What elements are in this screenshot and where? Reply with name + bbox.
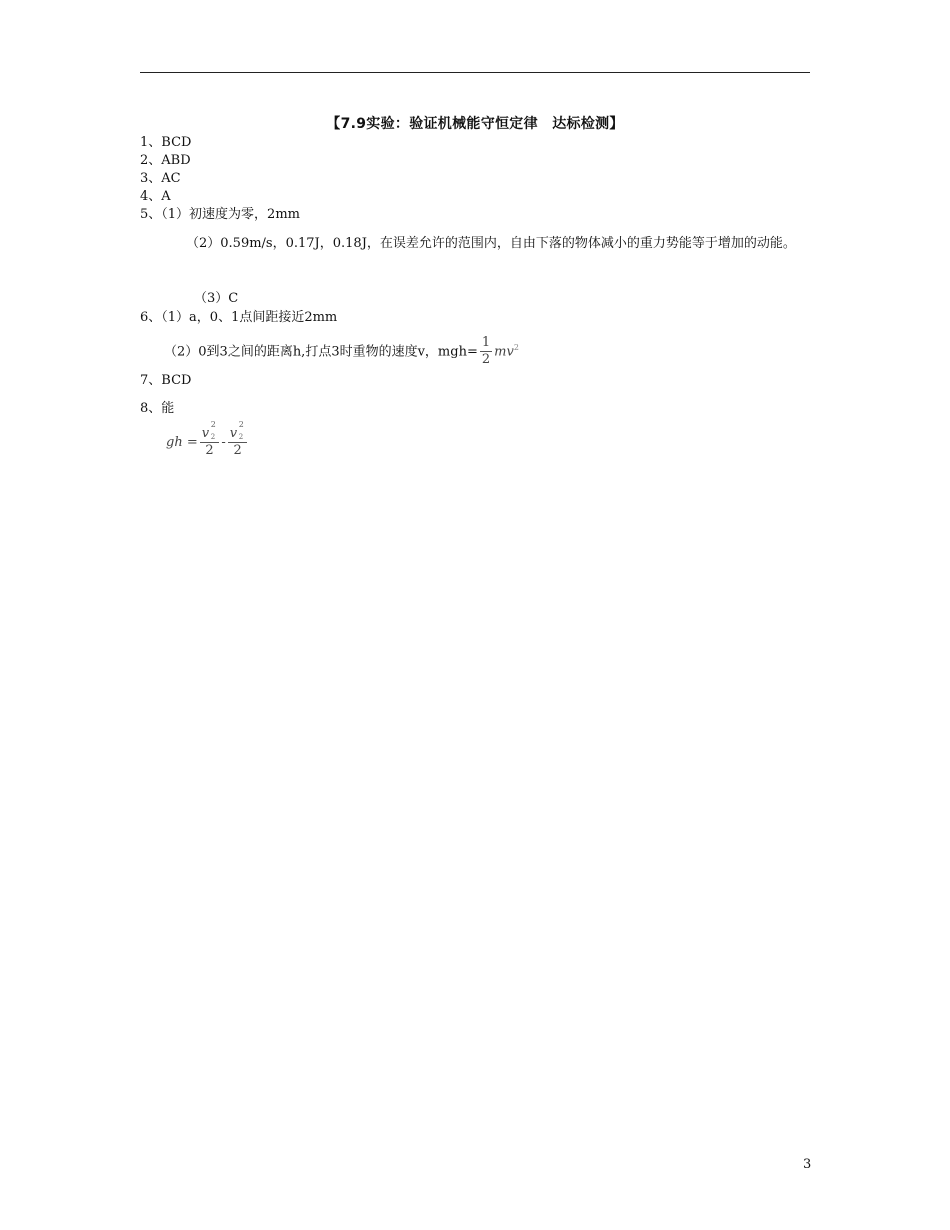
answer-5-part-2: （2）0.59m/s，0.17J，0.18J，在误差允许的范围内，自由下落的物体减小的重力势能等于增加的动能。 xyxy=(186,236,796,251)
answer-4: 4、A xyxy=(140,189,171,204)
answer-2: 2、ABD xyxy=(140,153,191,168)
formula-fraction-2 xyxy=(228,420,248,459)
answer-8-formula xyxy=(166,420,249,466)
fraction-numerator: 1 xyxy=(481,335,491,351)
v-squared-2: v 2 2 xyxy=(229,420,244,441)
mv-exponent: 2 xyxy=(513,343,519,352)
answer-3: 3、AC xyxy=(140,171,181,186)
page-number: 3 xyxy=(803,1157,812,1172)
fraction-1-numerator xyxy=(200,420,220,443)
page-title: 【7.9实验：验证机械能守恒定律 达标检测】 xyxy=(326,116,624,132)
answer-8: 8、能 xyxy=(140,401,175,416)
answer-6-part-2-text: （2）0到3之间的距离h,打点3时重物的速度v，mgh= xyxy=(164,344,478,360)
fraction-2-denominator: 2 xyxy=(233,443,242,458)
formula-lhs: gh = xyxy=(166,435,198,450)
half-fraction xyxy=(480,335,492,368)
fraction-2-numerator xyxy=(228,420,248,443)
answer-5-part-1: 5、（1）初速度为零，2mm xyxy=(140,207,300,222)
formula-fraction-1 xyxy=(200,420,220,459)
mv-term: mv xyxy=(494,344,514,360)
formula-minus: - xyxy=(221,435,226,450)
fraction-1-denominator: 2 xyxy=(205,443,214,458)
answer-6-part-1: 6、（1）a，0、1点间距接近2mm xyxy=(140,310,338,325)
answer-7: 7、BCD xyxy=(140,373,192,388)
v-squared-1: v 2 2 xyxy=(201,420,216,441)
answer-5-part-3: （3）C xyxy=(194,291,239,306)
answer-1: 1、BCD xyxy=(140,135,192,150)
header-rule xyxy=(140,72,810,73)
answer-6-part-2 xyxy=(164,330,519,370)
fraction-denominator: 2 xyxy=(481,352,491,368)
